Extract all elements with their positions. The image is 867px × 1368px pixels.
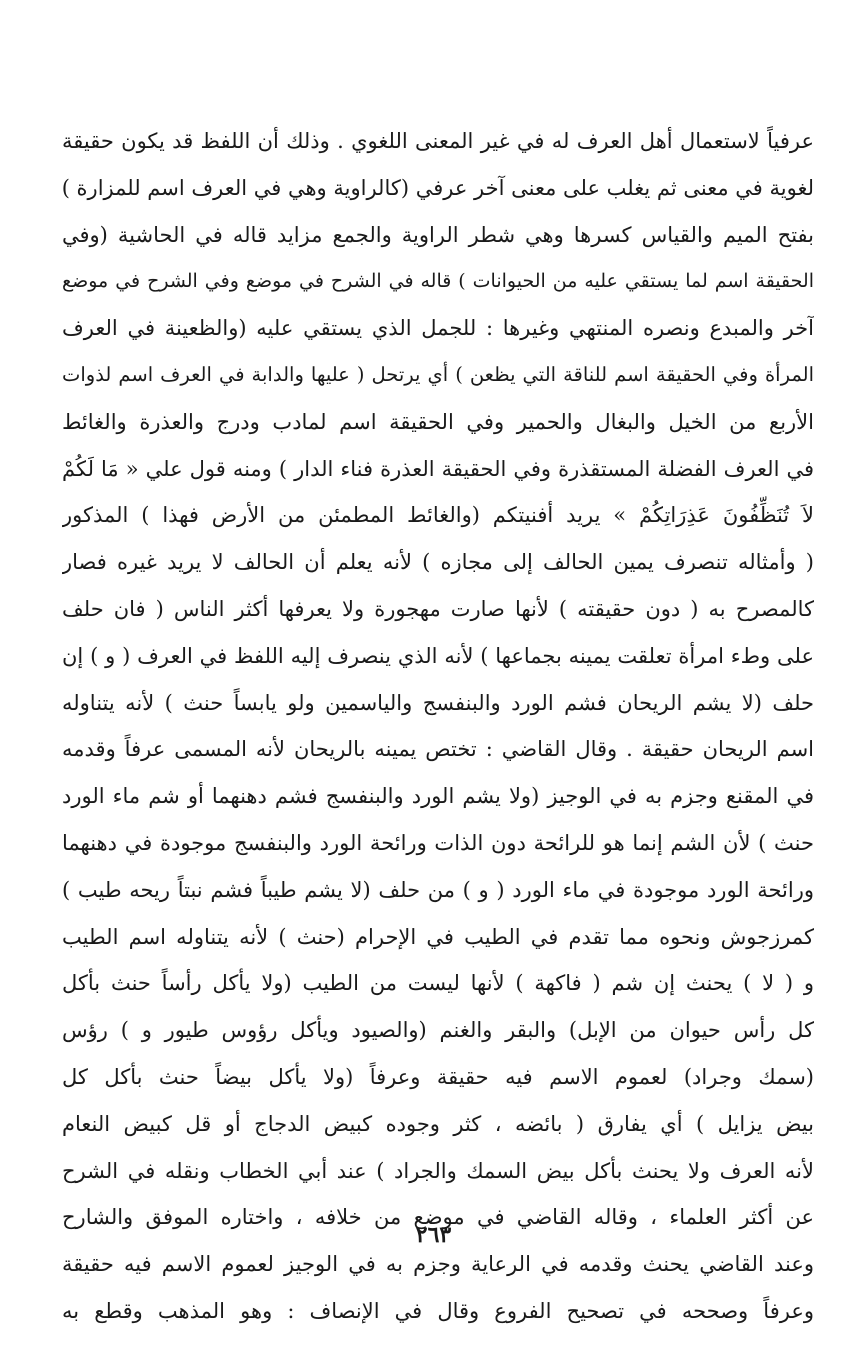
- text-line: عن أكثر العلماء ، وقاله القاضي في موضع من خلافه ، واختاره الموفق والشارح: [62, 1205, 814, 1230]
- text-line: ( وأمثاله تنصرف يمين الحالف إلى مجازه ) لأنه يعلم أن الحالف لا يريد غيره فصار: [62, 550, 814, 575]
- text-line: عرفياً لاستعمال أهل العرف له في غير المعنى اللغوي . وذلك أن اللفظ قد يكون حقيقة: [62, 129, 814, 153]
- text-line: و ( لا ) يحنث إن شم ( فاكهة ) لأنها ليست من الطيب (ولا يأكل رأساً حنث بأكل: [62, 971, 814, 996]
- text-line: الأربع من الخيل والبغال والحمير وفي الحقيقة اسم لمادب ودرج والعذرة والغائط: [62, 409, 814, 434]
- text-line: اسم الريحان حقيقة . وقال القاضي : تختص يمينه بالريحان لأنه المسمى عرفاً وقدمه: [62, 737, 814, 762]
- text-line: وعند القاضي يحنث وقدمه في الرعاية وجزم به في الوجيز لعموم الاسم فيه حقيقة: [62, 1252, 814, 1277]
- text-line: على وطء امرأة تعلقت يمينه بجماعها ) لأنه الذي ينصرف إليه اللفظ في العرف ( و ) إن: [62, 643, 814, 668]
- text-line: في العرف الفضلة المستقذرة وفي الحقيقة العذرة فناء الدار ) ومنه قول علي « مَا لَكُمْ: [62, 456, 814, 481]
- text-line: في المقنع وجزم به في الوجيز (ولا يشم الورد والبنفسج فشم دهنهما أو شم ماء الورد: [62, 784, 814, 809]
- text-line: لأنه العرف ولا يحنث بأكل بيض السمك والجراد ) عند أبي الخطاب ونقله في الشرح: [62, 1158, 814, 1183]
- text-line: حنث ) لأن الشم إنما هو للرائحة دون الذات ورائحة الورد والبنفسج موجودة في دهنهما: [62, 830, 814, 855]
- page-number: ٢٦٣: [415, 1222, 452, 1248]
- text-line: لغوية في معنى ثم يغلب على معنى آخر عرفي (كالراوية وهي في العرف اسم للمزارة ): [62, 175, 814, 200]
- text-line: ورائحة الورد موجودة في ماء الورد ( و ) من حلف (لا يشم طيباً فشم نبتاً ريحه طيب ): [62, 877, 814, 902]
- text-line: كالمصرح به ( دون حقيقته ) لأنها صارت مهجورة ولا يعرفها أكثر الناس ( فان حلف: [62, 596, 814, 621]
- text-line: الحقيقة اسم لما يستقي عليه من الحيوانات ) قاله في الشرح في موضع وفي الشرح في موضع: [62, 270, 814, 293]
- text-line: كمرزجوش ونحوه مما تقدم في الطيب في الإحرام (حنث ) لأنه يتناوله اسم الطيب: [62, 924, 814, 949]
- text-line: لاَ تُنَظِّفُونَ عَذِرَاتِكُمْ » يريد أفنيتكم (والغائط المطمئن من الأرض فهذا ) المذكور: [62, 503, 814, 528]
- text-line: كل رأس حيوان من الإبل) والبقر والغنم (والصيود ويأكل رؤوس طيور و ) رؤس: [62, 1018, 814, 1043]
- text-line: وعرفاً وصححه في تصحيح الفروع وقال في الإنصاف : وهو المذهب وقطع به: [62, 1298, 814, 1323]
- text-line: (سمك وجراد) لعموم الاسم فيه حقيقة وعرفاً (ولا يأكل بيضاً حنث بأكل كل: [62, 1064, 814, 1089]
- text-line: بيض يزايل ) أي يفارق ( بائضه ، كثر وجوده كبيض الدجاج أو قل كبيض النعام: [62, 1111, 814, 1136]
- text-line: بفتح الميم والقياس كسرها وهي شطر الراوية والجمع مزايد قاله في الحاشية (وفي: [62, 222, 814, 247]
- text-line: المرأة وفي الحقيقة اسم للناقة التي يظعن ) أي يرتحل ( عليها والدابة في العرف اسم لذوات: [62, 362, 814, 386]
- text-line: حلف (لا يشم الريحان فشم الورد والبنفسج والياسمين ولو يابساً حنث ) لأنه يتناوله: [62, 690, 814, 715]
- text-line: آخر والمبدع ونصره المنتهي وغيرها : للجمل الذي يستقي عليه (والظعينة في العرف: [62, 316, 814, 341]
- body-text: [62, 118, 814, 1335]
